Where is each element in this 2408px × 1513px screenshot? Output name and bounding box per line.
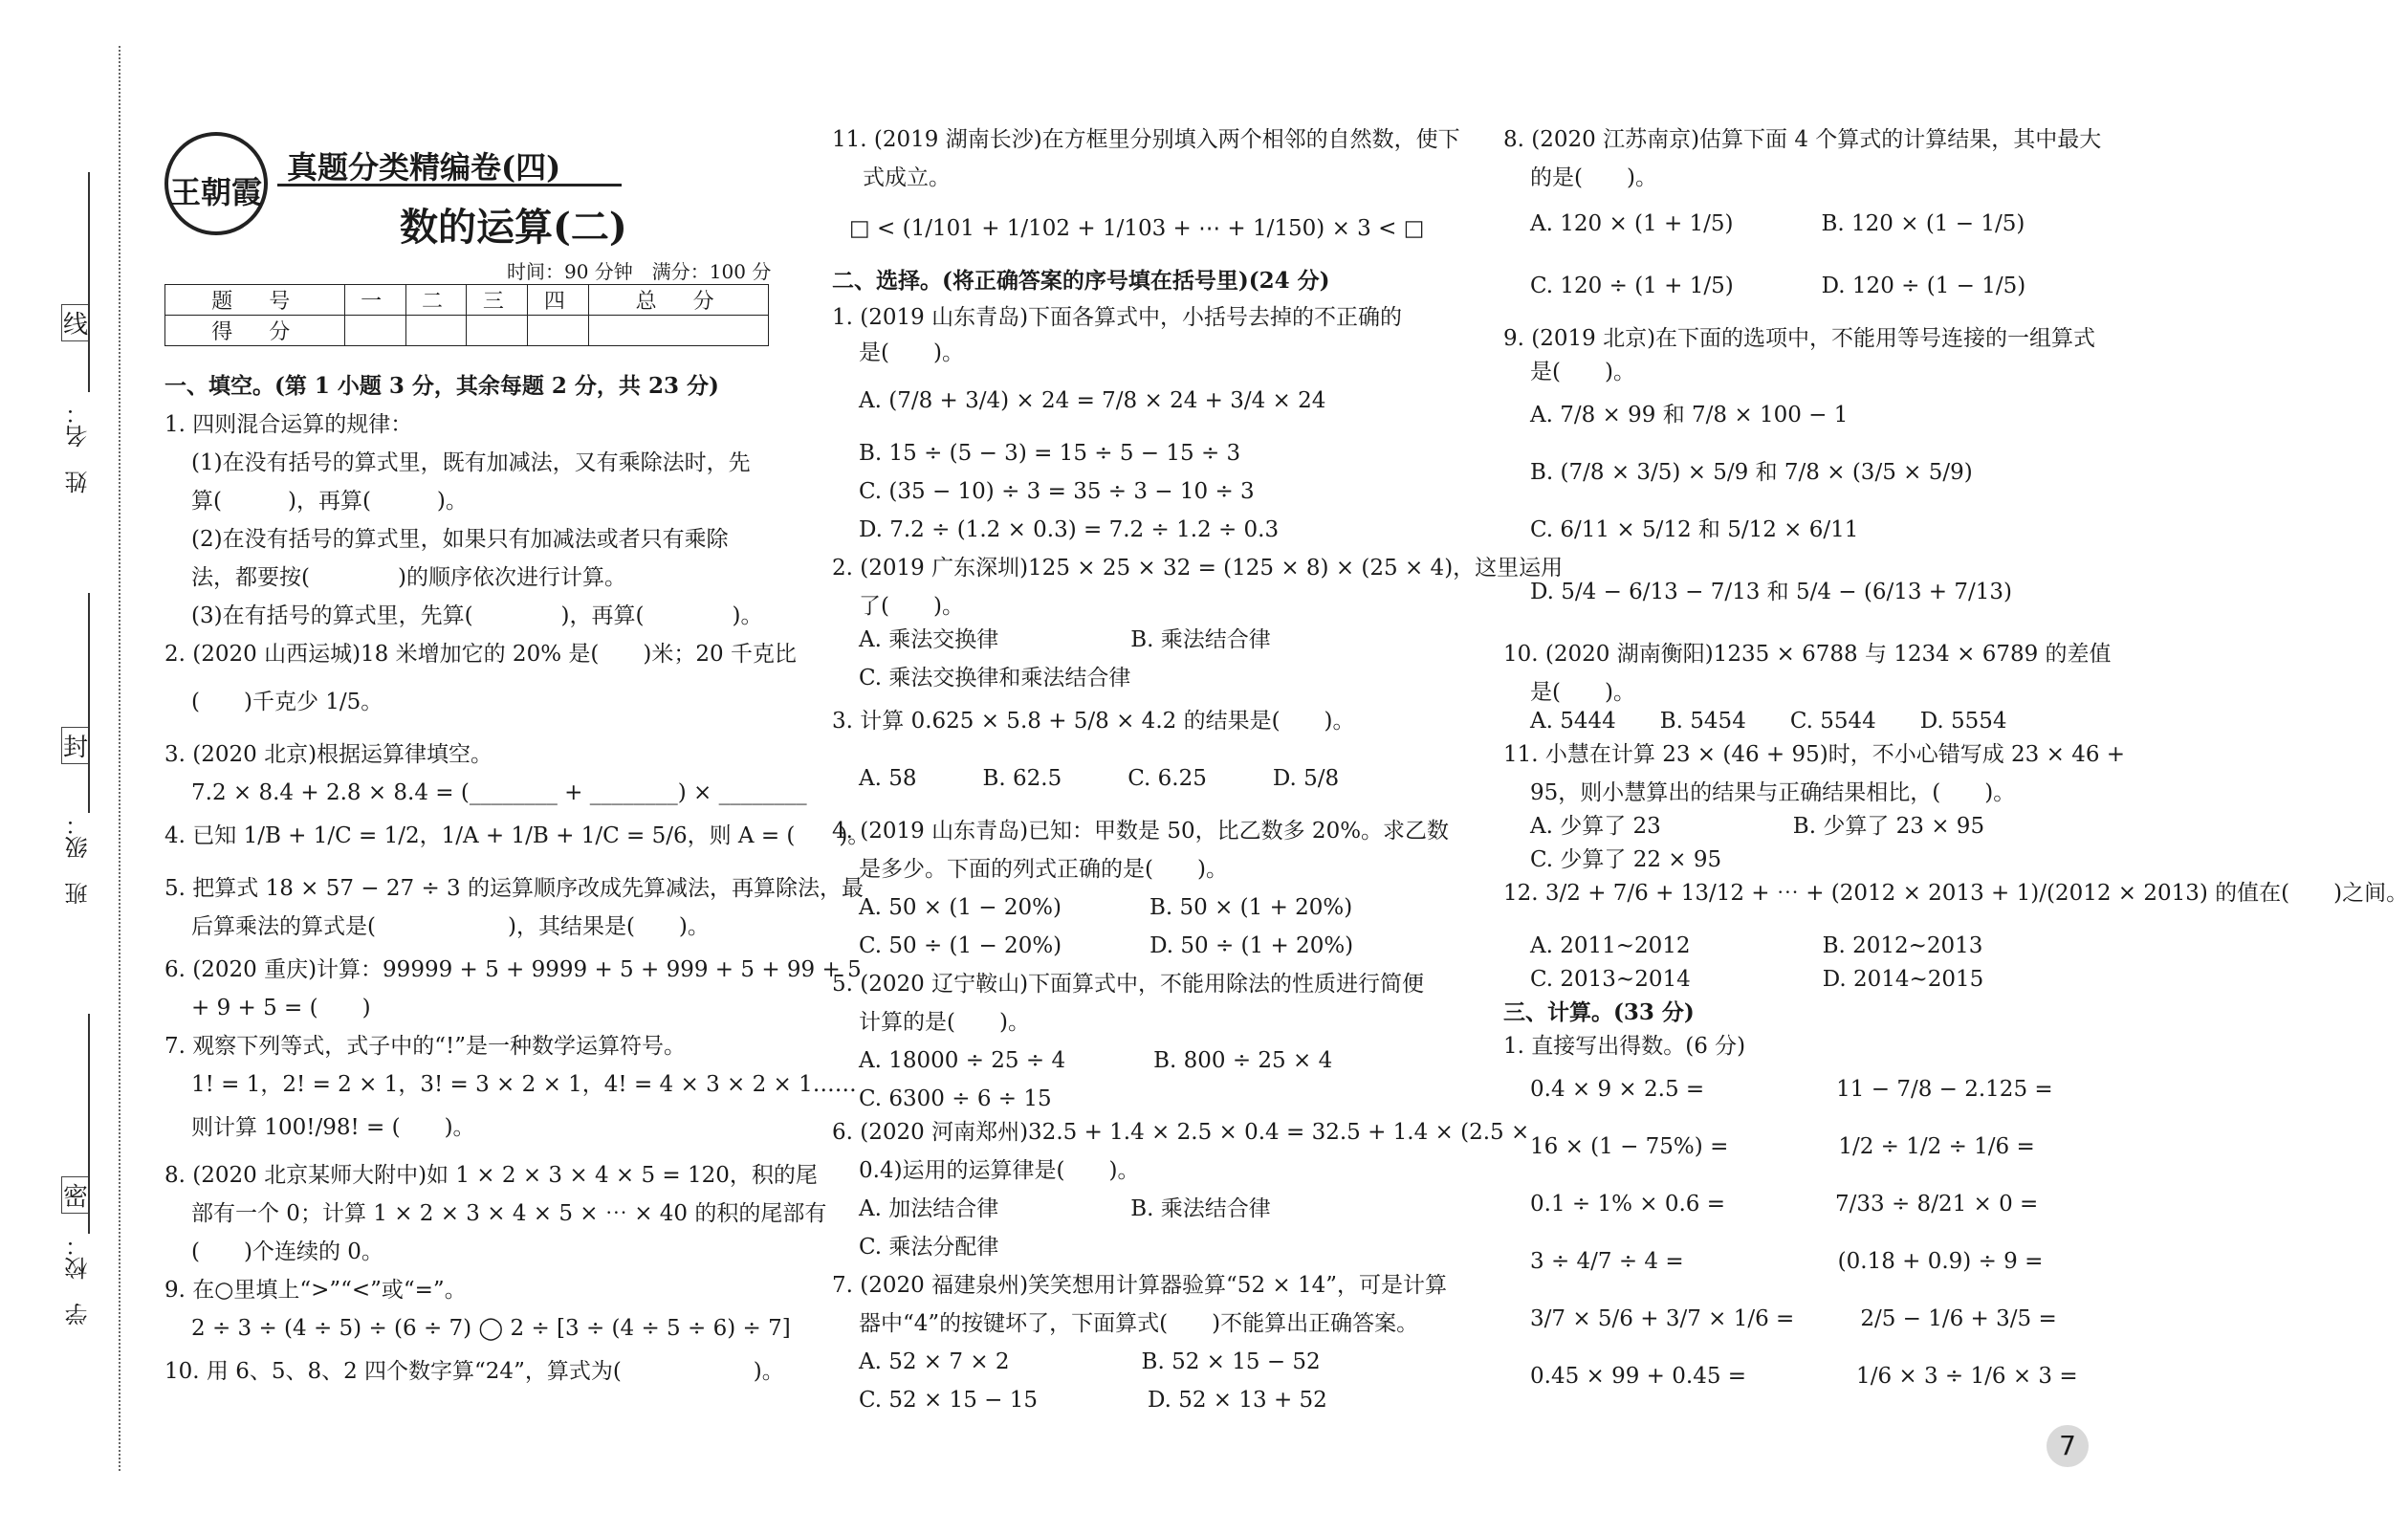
col3-line: 0.1 ÷ 1% × 0.6 = 7/33 ÷ 8/21 × 0 =: [1530, 1192, 2039, 1217]
school-field[interactable]: [88, 1014, 90, 1234]
logo-badge: [164, 132, 268, 235]
col2-line: 7. (2020 福建泉州)笑笑想用计算器验算“52 × 14”，可是计算: [832, 1273, 1447, 1298]
col2-line: 二、选择。(将正确答案的序号填在括号里)(24 分): [832, 268, 1330, 294]
binding-dotted-line: [119, 46, 120, 1471]
col2-line: A. 加法结合律 B. 乘法结合律: [859, 1196, 1271, 1221]
name-label: 姓 名：: [65, 402, 92, 493]
col2-line: 是( )。: [859, 340, 964, 365]
logo-text: 王朝霞: [169, 174, 262, 210]
col1-line: ( )千克少 1/5。: [191, 690, 383, 714]
col1-line: 7.2 × 8.4 + 2.8 × 8.4 = (________ + ________) × ________: [191, 780, 807, 805]
col2-line: A. 58 B. 62.5 C. 6.25 D. 5/8: [859, 766, 1340, 791]
col2-line: C. 乘法分配律: [859, 1235, 999, 1260]
col1-line: ( )个连续的 0。: [191, 1239, 383, 1264]
col1-line: 法，都要按( )的顺序依次进行计算。: [191, 565, 626, 590]
col3-line: 12. 3/2 + 7/6 + 13/12 + ⋯ + (2012 × 2013 + 1)/(2012 × 2013) 的值在( )之间。: [1503, 881, 2408, 906]
col1-line: 9. 在○里填上“>”“<”或“=”。: [164, 1278, 467, 1303]
col2-line: A. 18000 ÷ 25 ÷ 4 B. 800 ÷ 25 × 4: [859, 1048, 1333, 1073]
col3-line: 8. (2020 江苏南京)估算下面 4 个算式的计算结果，其中最大: [1503, 127, 2102, 152]
score-table: [164, 284, 769, 346]
score-cell: 得 分: [165, 316, 345, 346]
col3-line: B. (7/8 × 3/5) × 5/9 和 7/8 × (3/5 × 5/9): [1530, 460, 1973, 485]
col1-line: 则计算 100!/98! = ( )。: [191, 1115, 475, 1140]
exam-subtitle: 数的运算(二): [400, 205, 627, 250]
col1-line: (2)在没有括号的算式里，如果只有加减法或者只有乘除: [191, 527, 729, 552]
col2-line: 1. (2019 山东青岛)下面各算式中，小括号去掉的不正确的: [832, 305, 1403, 330]
score-input[interactable]: [344, 316, 405, 346]
col2-line: C. (35 − 10) ÷ 3 = 35 ÷ 3 − 10 ÷ 3: [859, 479, 1255, 504]
class-label: 班 级：: [65, 813, 92, 905]
col1-line: 2. (2020 山西运城)18 米增加它的 20% 是( )米；20 千克比: [164, 642, 797, 667]
score-cell: 题 号: [165, 285, 345, 316]
col2-line: C. 52 × 15 − 15 D. 52 × 13 + 52: [859, 1388, 1327, 1413]
col2-line: 6. (2020 河南郑州)32.5 + 1.4 × 2.5 × 0.4 = 32.5 + 1.4 × (2.5 ×: [832, 1120, 1530, 1145]
col3-line: 三、计算。(33 分): [1503, 999, 1695, 1025]
col2-line: D. 7.2 ÷ (1.2 × 0.3) = 7.2 ÷ 1.2 ÷ 0.3: [859, 517, 1280, 542]
score-cell: 二: [405, 285, 467, 316]
col3-line: 16 × (1 − 75%) = 1/2 ÷ 1/2 ÷ 1/6 =: [1530, 1134, 2035, 1159]
col1-line: 6. (2020 重庆)计算：99999 + 5 + 9999 + 5 + 999 + 5 + 99 + 5: [164, 957, 862, 982]
school-label: 学 校：: [65, 1234, 92, 1326]
col2-line: 4. (2019 山东青岛)已知：甲数是 50，比乙数多 20%。求乙数: [832, 819, 1450, 844]
col3-line: 11. 小慧在计算 23 × (46 + 95)时，不小心错写成 23 × 46 +: [1503, 742, 2126, 767]
exam-title: 真题分类精编卷(四): [287, 149, 561, 186]
col1-line: 3. (2020 北京)根据运算律填空。: [164, 742, 493, 767]
col2-line: A. (7/8 + 3/4) × 24 = 7/8 × 24 + 3/4 × 24: [859, 388, 1326, 413]
col1-line: 8. (2020 北京某师大附中)如 1 × 2 × 3 × 4 × 5 = 120，积的尾: [164, 1163, 818, 1188]
score-row-points: [165, 316, 769, 346]
col1-line: (1)在没有括号的算式里，既有加减法，又有乘除法时，先: [191, 450, 751, 475]
col2-line: 器中“4”的按键坏了，下面算式( )不能算出正确答案。: [859, 1311, 1419, 1336]
col3-line: C. 少算了 22 × 95: [1530, 847, 1722, 872]
binding-mark-line: 线: [61, 304, 90, 341]
col3-line: C. 2013~2014 D. 2014~2015: [1530, 967, 1984, 992]
col1-line: 5. 把算式 18 × 57 − 27 ÷ 3 的运算顺序改成先算减法，再算除法，最: [164, 876, 864, 901]
col2-line: B. 15 ÷ (5 − 3) = 15 ÷ 5 − 15 ÷ 3: [859, 441, 1241, 466]
col2-line: C. 50 ÷ (1 − 20%) D. 50 ÷ (1 + 20%): [859, 933, 1354, 958]
col2-line: 11. (2019 湖南长沙)在方框里分别填入两个相邻的自然数，使下: [832, 127, 1460, 152]
col2-line: C. 6300 ÷ 6 ÷ 15: [859, 1086, 1052, 1111]
col1-line: 后算乘法的算式是( )，其结果是( )。: [191, 914, 710, 939]
score-input[interactable]: [405, 316, 467, 346]
col3-line: 95，则小慧算出的结果与正确结果相比，( )。: [1530, 780, 2016, 805]
score-cell: 四: [528, 285, 589, 316]
col1-line: 2 ÷ 3 ÷ (4 ÷ 5) ÷ (6 ÷ 7) ◯ 2 ÷ [3 ÷ (4 ÷ 5 ÷ 6) ÷ 7]: [191, 1316, 791, 1341]
col2-line: 了( )。: [859, 594, 964, 619]
col2-line: 3. 计算 0.625 × 5.8 + 5/8 × 4.2 的结果是( )。: [832, 709, 1355, 734]
col2-line: C. 乘法交换律和乘法结合律: [859, 666, 1131, 691]
col3-line: 是( )。: [1530, 360, 1635, 384]
col3-line: C. 6/11 × 5/12 和 5/12 × 6/11: [1530, 517, 1859, 542]
score-row-header: [165, 285, 769, 316]
name-field[interactable]: [88, 172, 90, 392]
col3-line: 是( )。: [1530, 680, 1635, 705]
binding-mark-seal: 封: [61, 727, 90, 764]
binding-mark-seal2: 密: [61, 1176, 90, 1214]
col2-line: 计算的是( )。: [859, 1010, 1030, 1035]
col1-line: 算( )，再算( )。: [191, 489, 468, 514]
col2-line: 2. (2019 广东深圳)125 × 25 × 32 = (125 × 8) × (25 × 4)，这里运用: [832, 556, 1564, 581]
col1-line: 1! = 1，2! = 2 × 1，3! = 3 × 2 × 1，4! = 4 × 3 × 2 × 1……: [191, 1072, 857, 1097]
col1-line: + 9 + 5 = ( ): [191, 996, 371, 1020]
col1-line: 4. 已知 1/B + 1/C = 1/2，1/A + 1/B + 1/C = 5/6，则 A = ( )。: [164, 823, 870, 848]
score-cell: 三: [467, 285, 528, 316]
col3-line: 0.45 × 99 + 0.45 = 1/6 × 3 ÷ 1/6 × 3 =: [1530, 1364, 2078, 1389]
col3-line: A. 5444 B. 5454 C. 5544 D. 5554: [1530, 709, 2007, 734]
col3-line: A. 7/8 × 99 和 7/8 × 100 − 1: [1530, 403, 1849, 428]
page-number: 7: [2047, 1425, 2089, 1467]
col3-line: D. 5/4 − 6/13 − 7/13 和 5/4 − (6/13 + 7/13): [1530, 580, 2013, 604]
col1-line: 1. 四则混合运算的规律：: [164, 412, 413, 437]
col2-line: □ < (1/101 + 1/102 + 1/103 + ⋯ + 1/150) × 3 < □: [849, 216, 1425, 241]
col3-line: C. 120 ÷ (1 + 1/5) D. 120 ÷ (1 − 1/5): [1530, 274, 2026, 298]
col2-line: A. 乘法交换律 B. 乘法结合律: [859, 627, 1271, 652]
col3-line: 9. (2019 北京)在下面的选项中，不能用等号连接的一组算式: [1503, 326, 2096, 351]
class-field[interactable]: [88, 593, 90, 813]
col2-line: 5. (2020 辽宁鞍山)下面算式中，不能用除法的性质进行简便: [832, 972, 1425, 997]
col3-line: A. 少算了 23 B. 少算了 23 × 95: [1530, 814, 1985, 839]
col2-line: 0.4)运用的运算律是( )。: [859, 1158, 1140, 1183]
col2-line: 是多少。下面的列式正确的是( )。: [859, 857, 1228, 882]
col3-line: 的是( )。: [1530, 165, 1657, 190]
col3-line: A. 120 × (1 + 1/5) B. 120 × (1 − 1/5): [1530, 211, 2025, 236]
score-cell: 总 分: [589, 285, 769, 316]
title-rule: [277, 184, 622, 186]
score-input[interactable]: [467, 316, 528, 346]
col3-line: 10. (2020 湖南衡阳)1235 × 6788 与 1234 × 6789 的差值: [1503, 642, 2112, 667]
col2-line: A. 52 × 7 × 2 B. 52 × 15 − 52: [859, 1349, 1321, 1374]
col1-line: 一、填空。(第 1 小题 3 分，其余每题 2 分，共 23 分): [164, 373, 719, 399]
col3-line: 3/7 × 5/6 + 3/7 × 1/6 = 2/5 − 1/6 + 3/5 =: [1530, 1306, 2057, 1331]
col3-line: 0.4 × 9 × 2.5 = 11 − 7/8 − 2.125 =: [1530, 1077, 2053, 1102]
col1-line: 7. 观察下列等式，式子中的“!”是一种数学运算符号。: [164, 1034, 687, 1059]
col3-line: A. 2011~2012 B. 2012~2013: [1530, 933, 1983, 958]
score-input[interactable]: [589, 316, 769, 346]
col2-line: A. 50 × (1 − 20%) B. 50 × (1 + 20%): [859, 895, 1353, 920]
col1-line: 部有一个 0；计算 1 × 2 × 3 × 4 × 5 × ⋯ × 40 的积的尾部有: [191, 1201, 827, 1226]
exam-info: 时间：90 分钟 满分：100 分: [507, 260, 772, 283]
col1-line: 10. 用 6、5、8、2 四个数字算“24”，算式为( )。: [164, 1359, 784, 1384]
col1-line: (3)在有括号的算式里，先算( )，再算( )。: [191, 603, 763, 628]
col3-line: 1. 直接写出得数。(6 分): [1503, 1034, 1746, 1059]
col3-line: 3 ÷ 4/7 ÷ 4 = (0.18 + 0.9) ÷ 9 =: [1530, 1249, 2044, 1274]
score-cell: 一: [344, 285, 405, 316]
score-input[interactable]: [528, 316, 589, 346]
col2-line: 式成立。: [863, 165, 951, 190]
